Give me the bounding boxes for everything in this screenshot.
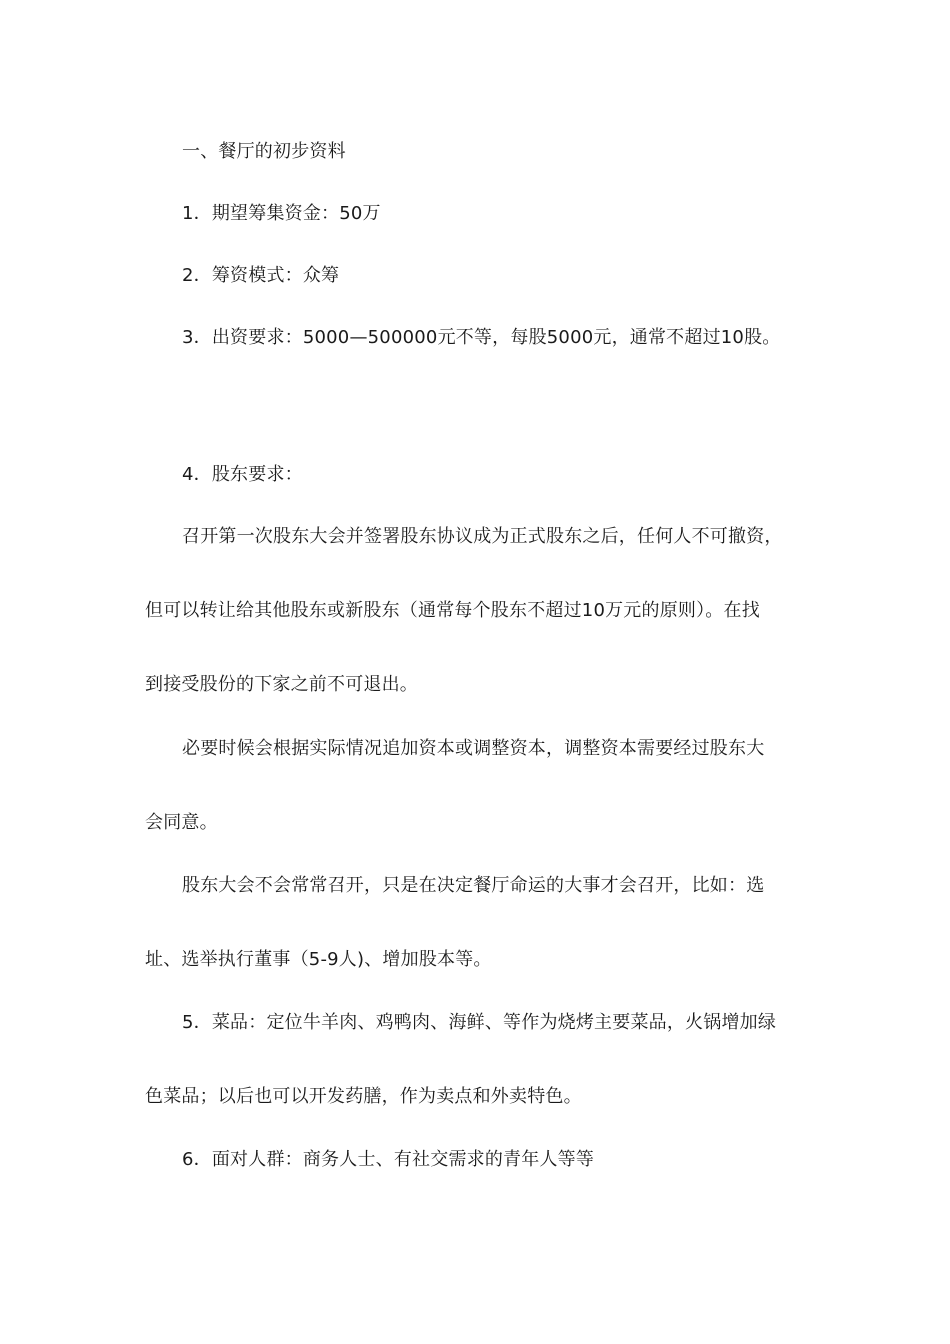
paragraph-line: 址、选举执行董事（5-9人)、增加股本等。 [145, 949, 492, 970]
paragraph-line: 必要时候会根据实际情况追加资本或调整资本，调整资本需要经过股东大 [182, 738, 765, 759]
item-shareholder-requirement: 4．股东要求： [182, 464, 303, 485]
item-investment-requirement: 3．出资要求：5000—500000元不等，每股5000元，通常不超过10股。 [182, 327, 781, 348]
item-dishes: 5．菜品：定位牛羊肉、鸡鸭肉、海鲜、等作为烧烤主要菜品，火锅增加绿 [182, 1012, 777, 1033]
item-funding-goal: 1．期望筹集资金：50万 [182, 203, 381, 224]
item-target-audience: 6．面对人群：商务人士、有社交需求的青年人等等 [182, 1149, 595, 1170]
paragraph-line: 到接受股份的下家之前不可退出。 [145, 674, 418, 695]
paragraph-line: 但可以转让给其他股东或新股东（通常每个股东不超过10万元的原则）。在找 [145, 600, 760, 621]
paragraph-line: 召开第一次股东大会并签署股东协议成为正式股东之后，任何人不可撤资， [182, 526, 783, 547]
paragraph-line: 色菜品；以后也可以开发药膳，作为卖点和外卖特色。 [145, 1086, 582, 1107]
paragraph-line: 股东大会不会常常召开，只是在决定餐厅命运的大事才会召开，比如：选 [182, 875, 765, 896]
section-heading: 一、餐厅的初步资料 [182, 141, 346, 162]
item-funding-mode: 2．筹资模式：众筹 [182, 265, 340, 286]
paragraph-line: 会同意。 [145, 812, 218, 833]
